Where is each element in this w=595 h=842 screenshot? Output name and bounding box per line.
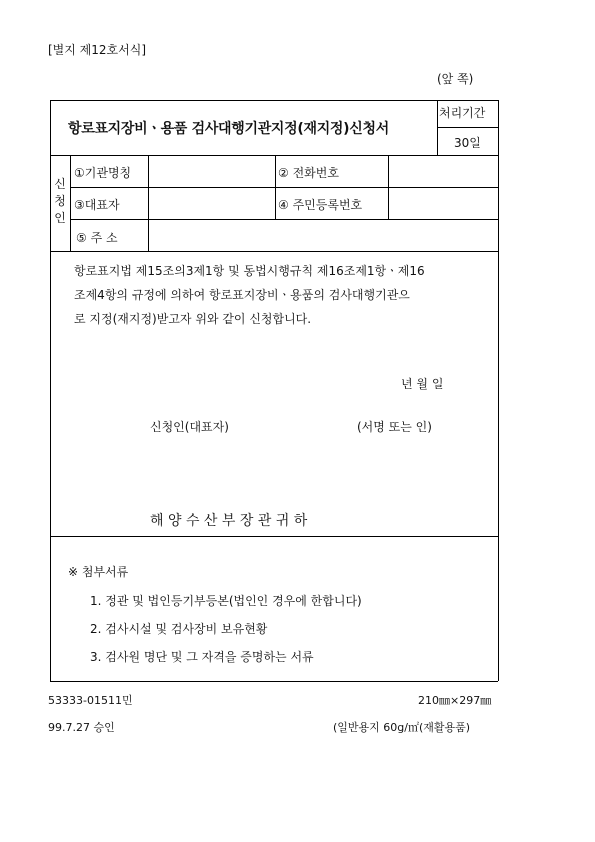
attachment-item: 3. 검사원 명단 및 그 자격을 증명하는 서류 bbox=[90, 650, 314, 664]
paper-spec: (일반용지 60g/㎡(재활용품) bbox=[333, 721, 471, 734]
addressee: 해 양 수 산 부 장 관 귀 하 bbox=[150, 513, 308, 529]
processing-period-value: 30일 bbox=[454, 136, 481, 150]
attachment-item: 1. 정관 및 법인등기부등본(법인인 경우에 한합니다) bbox=[90, 594, 362, 608]
institution-name-label: ①기관명칭 bbox=[74, 166, 132, 180]
statement-line-1: 항로표지법 제15조의3제1항 및 동법시행규칙 제16조제1항ㆍ제16 bbox=[74, 264, 425, 278]
signature-label: (서명 또는 인) bbox=[357, 420, 432, 434]
resident-number-label: ④ 주민등록번호 bbox=[278, 198, 363, 212]
representative-label: ③대표자 bbox=[74, 198, 120, 212]
signer-label: 신청인(대표자) bbox=[150, 420, 229, 434]
statement-line-2: 조제4항의 규정에 의하여 항로표지장비ㆍ용품의 검사대행기관으 bbox=[74, 288, 410, 302]
phone-number-label: ② 전화번호 bbox=[278, 166, 339, 180]
statement-line-3: 로 지정(재지정)받고자 위와 같이 신청합니다. bbox=[74, 312, 312, 326]
form-code: 53333-01511민 bbox=[48, 694, 133, 707]
date-line: 년 월 일 bbox=[401, 377, 444, 391]
approval-date: 99.7.27 승인 bbox=[48, 721, 115, 734]
attachment-item: 2. 검사시설 및 검사장비 보유현황 bbox=[90, 622, 268, 636]
attachments-heading: ※ 첨부서류 bbox=[68, 565, 129, 579]
front-page-label: (앞 쪽) bbox=[437, 72, 474, 86]
processing-period-label: 처리기간 bbox=[439, 106, 486, 120]
paper-size: 210㎜×297㎜ bbox=[418, 694, 492, 707]
form-title: 항로표지장비ㆍ용품 검사대행기관지정(재지정)신청서 bbox=[68, 121, 389, 137]
applicant-section-label: 신 청 인 bbox=[54, 177, 66, 225]
address-label: ⑤ 주 소 bbox=[76, 231, 118, 245]
form-number-label: [별지 제12호서식] bbox=[48, 43, 146, 57]
